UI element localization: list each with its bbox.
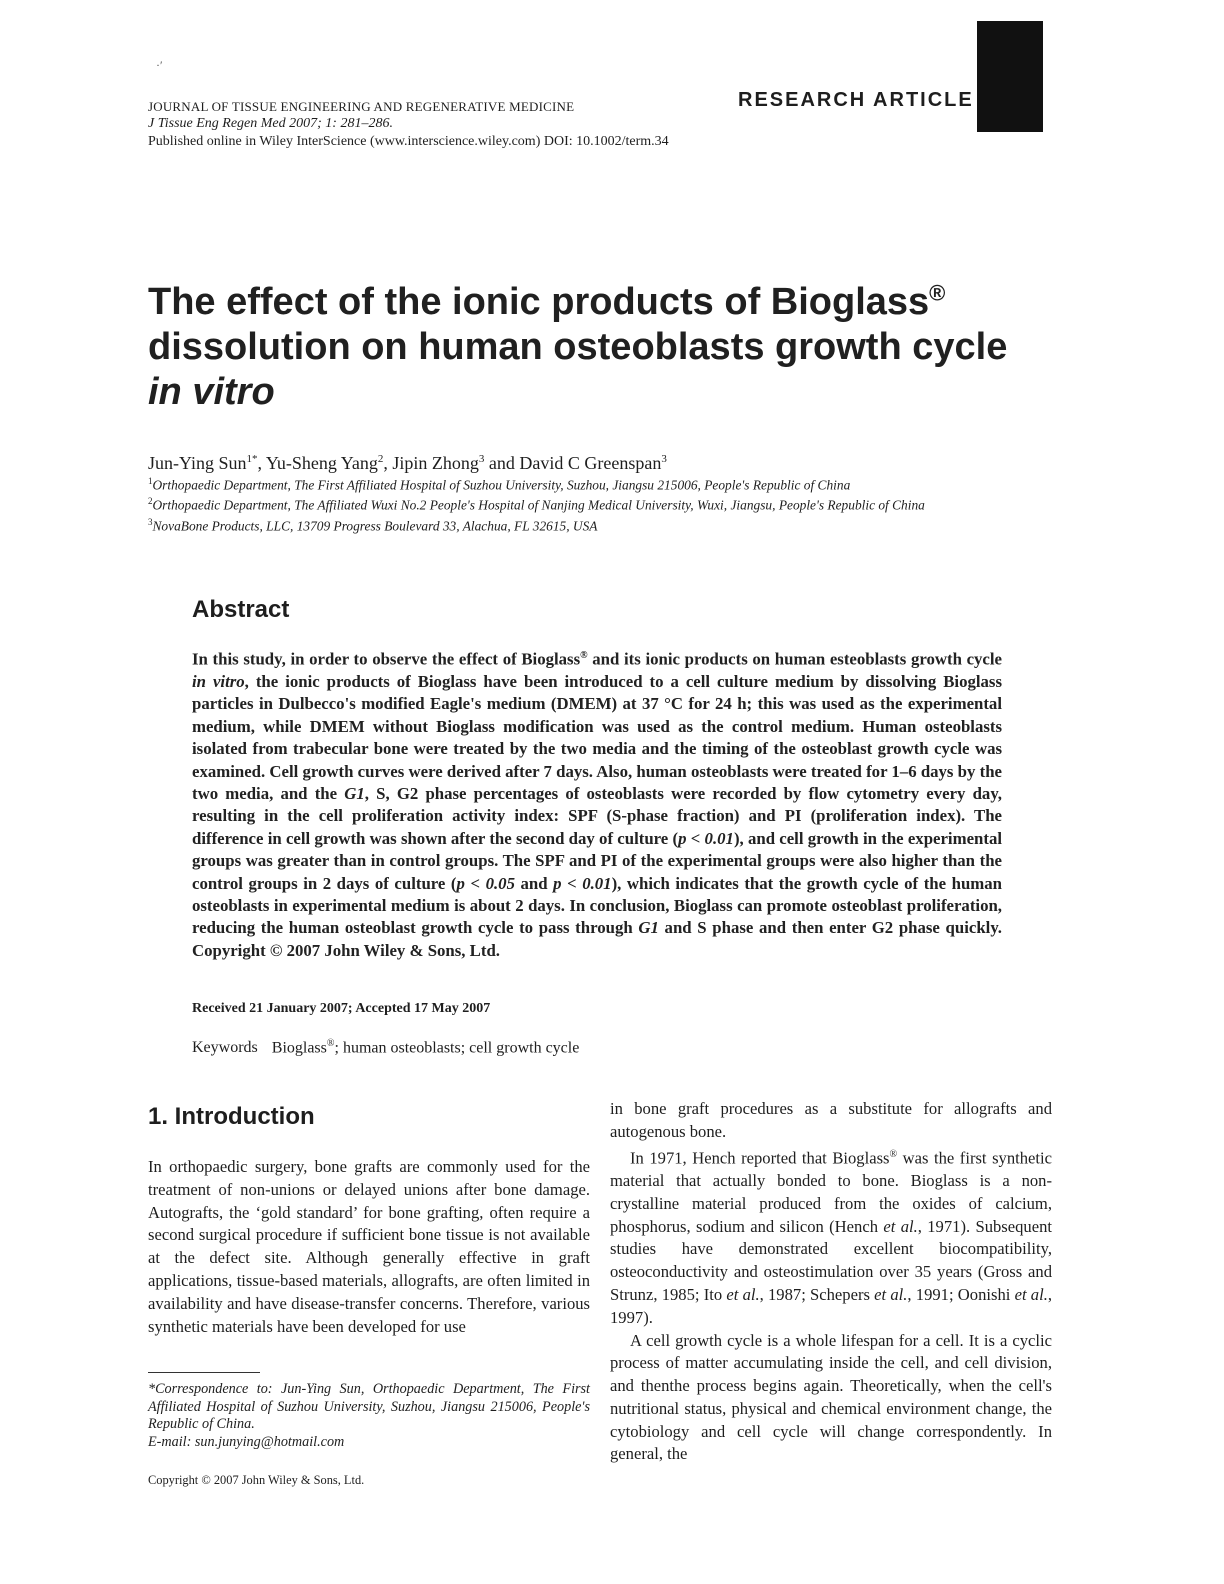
journal-citation: J Tissue Eng Regen Med 2007; 1: 281–286. bbox=[148, 116, 393, 131]
author-name: Jun-Ying Sun bbox=[148, 453, 247, 473]
keywords-label: Keywords bbox=[192, 1039, 258, 1057]
keyword-text: Bioglass bbox=[271, 1039, 327, 1057]
affiliations bbox=[148, 473, 1048, 534]
affiliation-number: 2 bbox=[148, 496, 153, 507]
article-title bbox=[148, 280, 1088, 415]
paragraph: A cell growth cycle is a whole lifespan for a cell. It is a cyclic process of matter accumulating inside the cell, and cell division, and thenthe process begins again. Theoretically, when the cell's nutritional status, physical and chemical environment change, the cytobiology and cell cycle will change correspondently. In general, the bbox=[610, 1330, 1052, 1464]
published-online-line: Published online in Wiley InterScience (www.interscience.wiley.com) DOI: 10.1002/term.34 bbox=[148, 134, 669, 149]
author-affiliation-mark: 3 bbox=[661, 453, 667, 465]
correspondence-email: E-mail: sun.junying@hotmail.com bbox=[148, 1433, 345, 1450]
author-name: , Jipin Zhong bbox=[383, 453, 479, 473]
registered-mark: ® bbox=[326, 1038, 335, 1049]
introduction-paragraph: In orthopaedic surgery, bone grafts are commonly used for the treatment of non-unions or delayed unions after bone damage. Autografts, the ‘gold standard’ for bone grafting, often require a second surgical procedure if sufficient bone tissue is not available at the defect site. Although generally effective in graft applications, tissue-based materials, allografts, are often limited in availability and have disease-transfer concerns. Therefore, various synthetic materials have been developed for use bbox=[148, 1157, 590, 1336]
affiliation-number: 3 bbox=[148, 516, 153, 527]
author-affiliation-mark: 3 bbox=[478, 453, 485, 465]
footnote-divider bbox=[148, 1372, 260, 1373]
correspondence-text: *Correspondence to: Jun-Ying Sun, Orthopaedic Department, The First Affiliated Hospital of Suzhou University, Suzhou, Jiangsu 215006, People's Republic of China. bbox=[148, 1381, 590, 1432]
author-name: , Yu-Sheng Yang bbox=[257, 453, 378, 473]
affiliation-text: Orthopaedic Department, The Affiliated Wuxi No.2 People's Hospital of Nanjing Medical University, Wuxi, Jiangsu, People's Republic of China bbox=[152, 497, 925, 513]
paragraph: in bone graft procedures as a substitute for allografts and autogenous bone. bbox=[610, 1099, 1052, 1141]
page-copyright: Copyright © 2007 John Wiley & Sons, Ltd. bbox=[148, 1473, 365, 1487]
title-line-3: in vitro bbox=[148, 371, 275, 413]
affiliation-item bbox=[148, 514, 1048, 534]
registered-mark: ® bbox=[580, 650, 588, 661]
keywords-line bbox=[192, 1038, 579, 1057]
correspondence-footnote bbox=[148, 1381, 590, 1451]
title-line-1: The effect of the ionic products of Bioglass bbox=[148, 281, 930, 323]
affiliation-item bbox=[148, 473, 1048, 493]
received-dates: Received 21 January 2007; Accepted 17 May 2007 bbox=[192, 1001, 491, 1016]
introduction-heading: 1. Introduction bbox=[148, 1103, 315, 1130]
paragraph: In 1971, Hench reported that Bioglass® was the first synthetic material that actually bonded to bone. Bioglass is a non-crystalline material produced from the oxides of calcium, phosphorus, sodium and silicon (Hench et al., 1971). Subsequent studies have demonstrated excellent biocompatibility, osteoconductivity and osteostimulation over 35 years (Gross and Strunz, 1985; Ito et al., 1987; Schepers et al., 1991; Oonishi et al., 1997). bbox=[610, 1148, 1053, 1327]
title-line-2: dissolution on human osteoblasts growth cycle bbox=[148, 326, 1008, 368]
article-type-label: RESEARCH ARTICLE bbox=[738, 89, 974, 111]
affiliation-text: NovaBone Products, LLC, 13709 Progress Boulevard 33, Alachua, FL 32615, USA bbox=[152, 518, 598, 534]
affiliation-item bbox=[148, 493, 1048, 513]
abstract-heading: Abstract bbox=[192, 596, 290, 623]
author-name: and David C Greenspan bbox=[484, 453, 662, 473]
registered-mark: ® bbox=[889, 1148, 898, 1160]
scan-mark: ·′ bbox=[156, 58, 163, 72]
affiliation-number: 1 bbox=[148, 476, 153, 486]
affiliation-text: Orthopaedic Department, The First Affiliated Hospital of Suzhou University, Suzhou, Jiangsu 215006, People's Republic of China bbox=[152, 477, 851, 493]
journal-name: JOURNAL OF TISSUE ENGINEERING AND REGENERATIVE MEDICINE bbox=[148, 99, 575, 114]
corner-tab-block bbox=[977, 21, 1043, 132]
abstract-body: In this study, in order to observe the effect of Bioglass® and its ionic products on human esteoblasts growth cycle in vitro, the ionic products of Bioglass have been introduced to a cell culture medium by dissolving Bioglass particles in Dulbecco's modified Eagle's medium (DMEM) at 37 °C for 24 h; this was used as the experimental medium, while DMEM without Bioglass modification was used as the control medium. Human osteoblasts isolated from trabecular bone were treated by the two media and the timing of the osteoblast growth cycle was examined. Cell growth curves were derived after 7 days. Also, human osteoblasts were treated for 1–6 days by the two media, and the G1, S, G2 phase percentages of osteoblasts were recorded by flow cytometry every day, resulting in the cell proliferation activity index: SPF (S-phase fraction) and PI (proliferation index). The difference in cell growth was shown after the second day of culture (p < 0.01), and cell growth in the experimental groups was greater than in control groups. The SPF and PI of the experimental groups were also higher than the control groups in 2 days of culture (p < 0.05 and p < 0.01), which indicates that the growth cycle of the human osteoblasts in experimental medium is about 2 days. In conclusion, Bioglass can promote osteoblast proliferation, reducing the human osteoblast growth cycle to pass through G1 and S phase and then enter G2 phase quickly. Copyright © 2007 John Wiley & Sons, Ltd. bbox=[192, 649, 1002, 960]
author-list bbox=[148, 453, 1048, 474]
registered-mark: ® bbox=[929, 280, 946, 306]
right-column-text bbox=[610, 1098, 1052, 1466]
author-affiliation-mark: 2 bbox=[377, 453, 384, 465]
author-affiliation-mark: 1* bbox=[246, 453, 258, 465]
keyword-text: ; human osteoblasts; cell growth cycle bbox=[334, 1039, 580, 1057]
journal-header bbox=[148, 99, 808, 151]
